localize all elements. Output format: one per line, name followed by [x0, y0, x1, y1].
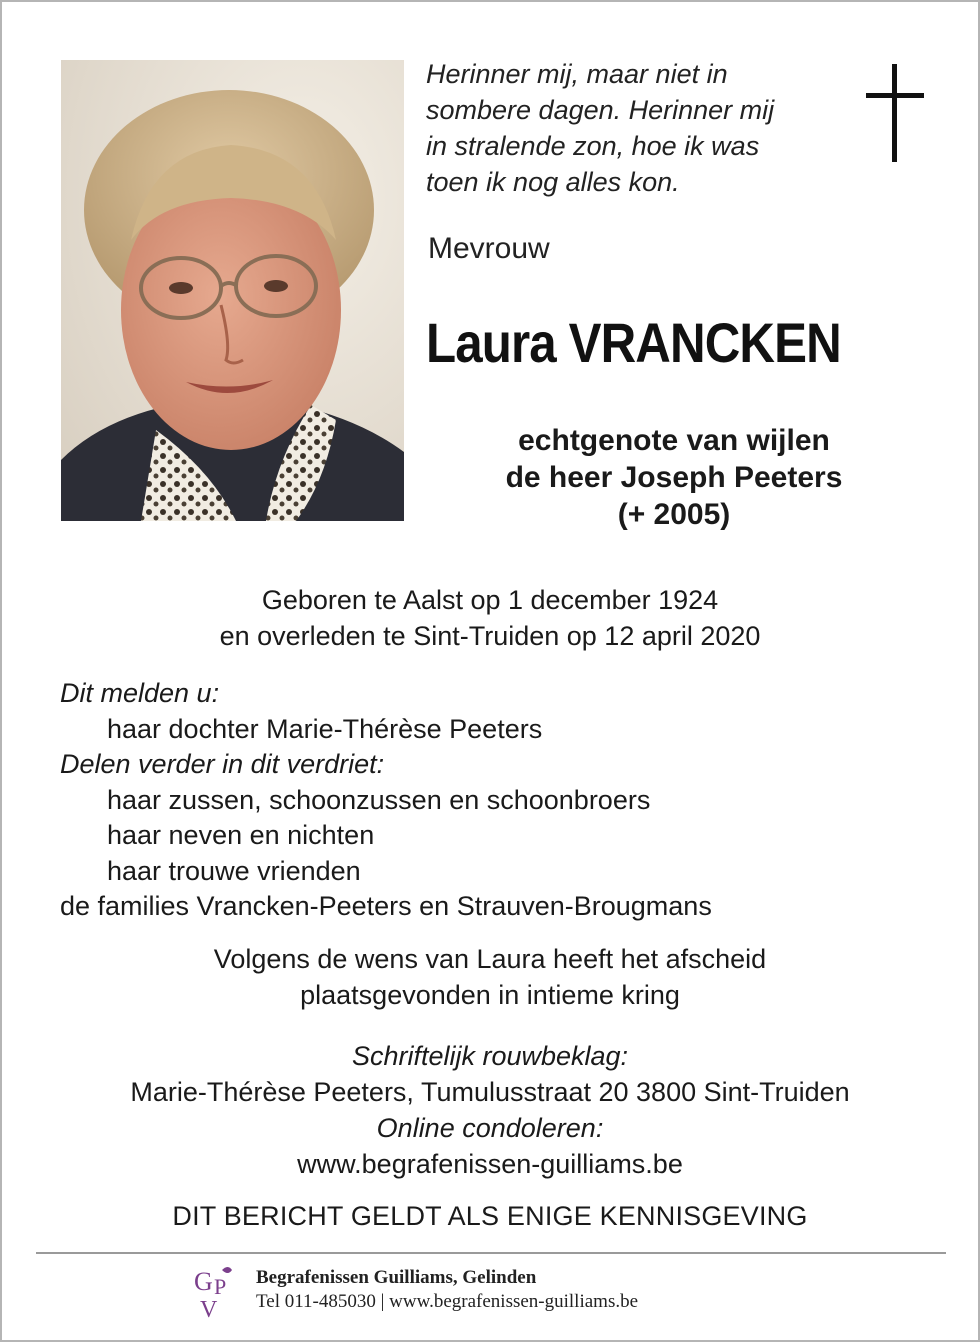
- quote-line: Herinner mij, maar niet in: [426, 59, 728, 89]
- portrait-photo: [61, 60, 404, 521]
- funeral-home-contact: Tel 011-485030 | www.begrafenissen-guilliams.be: [256, 1291, 639, 1312]
- funeral-home-info: [256, 1266, 638, 1314]
- quote-line: in stralende zon, hoe ik was: [426, 131, 760, 161]
- svg-text:P: P: [214, 1274, 227, 1299]
- funeral-home-logo-icon: [192, 1264, 242, 1320]
- life-dates: [2, 582, 978, 654]
- official-notice: DIT BERICHT GELDT ALS ENIGE KENNISGEVING: [172, 1201, 808, 1231]
- portrait-image: [61, 60, 404, 521]
- condolence-address: Marie-Thérèse Peeters, Tumulusstraat 20 3800 Sint-Truiden: [130, 1077, 850, 1107]
- spouse-line: de heer Joseph Peeters: [505, 461, 843, 494]
- relative-line: haar neven en nichten: [107, 820, 375, 850]
- farewell-note: [2, 942, 978, 1013]
- svg-text:G: G: [194, 1267, 213, 1296]
- funeral-home-name: Begrafenissen Guilliams, Gelinden: [256, 1267, 537, 1288]
- relative-line: haar trouwe vrienden: [107, 855, 361, 886]
- spouse-line: echtgenote van wijlen: [518, 424, 830, 457]
- condolence-contact: [2, 1038, 978, 1182]
- mourners-list: [60, 676, 940, 925]
- share-heading: Delen verder in dit verdriet:: [60, 749, 385, 779]
- written-condolence-heading: Schriftelijk rouwbeklag:: [351, 1041, 629, 1071]
- quote-line: toen ik nog alles kon.: [426, 167, 680, 197]
- birth-line: Geboren te Aalst op 1 december 1924: [261, 585, 719, 615]
- honorific-title: Mevrouw: [428, 232, 550, 265]
- footer-divider: [36, 1252, 946, 1254]
- families-line: de families Vrancken-Peeters en Strauven-Brougmans: [60, 891, 712, 921]
- quote-line: sombere dagen. Herinner mij: [426, 95, 775, 125]
- memorial-quote: [426, 56, 866, 200]
- farewell-line: Volgens de wens van Laura heeft het afscheid: [213, 944, 767, 974]
- deceased-name: Laura VRANCKEN: [426, 311, 841, 374]
- spouse-line: (+ 2005): [617, 498, 731, 531]
- death-line: en overleden te Sint-Truiden op 12 april 2020: [219, 621, 761, 651]
- farewell-line: plaatsgevonden in intieme kring: [300, 979, 680, 1010]
- relative-line: haar zussen, schoonzussen en schoonbroers: [107, 784, 651, 815]
- online-condolence-heading: Online condoleren:: [376, 1113, 604, 1143]
- announcer: haar dochter Marie-Thérèse Peeters: [107, 713, 543, 744]
- announce-heading: Dit melden u:: [60, 678, 220, 708]
- condolence-website-link[interactable]: www.begrafenissen-guilliams.be: [297, 1149, 683, 1179]
- cross-icon: [866, 64, 924, 162]
- svg-text:V: V: [200, 1297, 218, 1320]
- spouse-info: [434, 422, 914, 533]
